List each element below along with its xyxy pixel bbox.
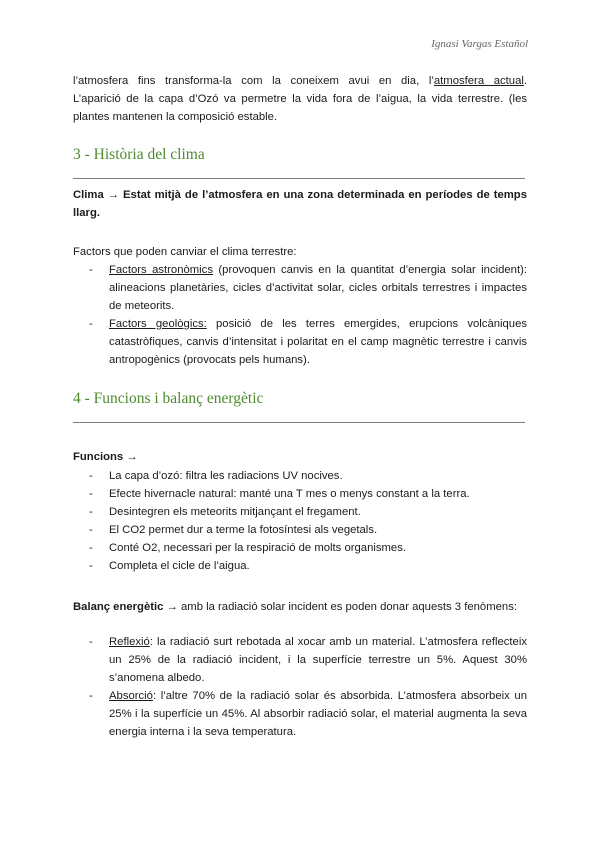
list-item: - Conté O2, necessari per la respiració de molts organismes. bbox=[89, 542, 406, 554]
intro-rest: L’aparició de la capa d’Ozó va permetre la vida fora de l’aigua, la vida terrestre. (les plantes mantenen la composició estable. bbox=[73, 93, 527, 123]
factors-geologics-label: Factors geològics: bbox=[109, 318, 207, 330]
list-item: - Factors astronòmics (provoquen canvis en la quantitat d’energia solar incident): alineacions planetàries, cicles d’activitat solar, cicles orbitals terrestres i impactes de meteorits. bbox=[89, 264, 527, 312]
intro-paragraph bbox=[73, 72, 527, 126]
list-item: - Efecte hivernacle natural: manté una T mes o menys constant a la terra. bbox=[89, 488, 470, 500]
page-header-author: Ignasi Vargas Estañol bbox=[431, 38, 528, 50]
section-3-heading: 3 - Història del clima bbox=[73, 146, 205, 163]
section-3-divider bbox=[73, 178, 525, 179]
list-item: - Desintegren els meteorits mitjançant el fregament. bbox=[89, 506, 361, 518]
funcions-list bbox=[73, 467, 527, 575]
atmosfera-actual-link: atmosfera actual bbox=[433, 75, 524, 87]
balanc-list bbox=[73, 633, 527, 741]
intro-line-1: l’atmosfera fins transforma-la com la coneixem avui en dia, l’atmosfera actual. bbox=[73, 75, 527, 87]
balanc-intro: Balanç energètic → amb la radiació solar incident es poden donar aquests 3 fenòmens: bbox=[73, 601, 517, 613]
list-item: - Reflexió: la radiació surt rebotada al xocar amb un material. L’atmosfera reflecteix un 25% de la radiació incident, i la superfície terrestre un 5%. Aquest 30% s’anomena albedo. bbox=[89, 636, 527, 684]
list-item: - El CO2 permet dur a terme la fotosíntesi als vegetals. bbox=[89, 524, 378, 536]
list-item: - Factors geològics: posició de les terres emergides, erupcions volcàniques catastròfiques, canvis d’intensitat i polaritat en el camp magnètic terrestre i canvis antropogènics (provocats pels humans). bbox=[89, 318, 528, 366]
factors-astronomics-label: Factors astronòmics bbox=[109, 264, 213, 276]
list-item: - La capa d’ozó: filtra les radiacions UV nocives. bbox=[89, 470, 343, 482]
list-item: - Absorció: l’altre 70% de la radiació solar és absorbida. L’atmosfera absorbeix un 25% i la superfície un 45%. Al absorbir radiació solar, el material augmenta la seva energia interna i la seva temperatura. bbox=[89, 690, 527, 738]
reflexio-label: Reflexió bbox=[109, 636, 150, 648]
funcions-heading: Funcions → bbox=[73, 451, 138, 463]
factors-list bbox=[73, 261, 527, 369]
factors-intro: Factors que poden canviar el clima terrestre: bbox=[73, 246, 297, 258]
clima-definition: Clima → Estat mitjà de l’atmosfera en una zona determinada en períodes de temps llarg. bbox=[73, 189, 527, 219]
list-item: - Completa el cicle de l’aigua. bbox=[89, 560, 250, 572]
absorcio-label: Absorció bbox=[109, 690, 153, 702]
section-4-heading: 4 - Funcions i balanç energètic bbox=[73, 390, 264, 407]
section-4-divider bbox=[73, 422, 525, 423]
